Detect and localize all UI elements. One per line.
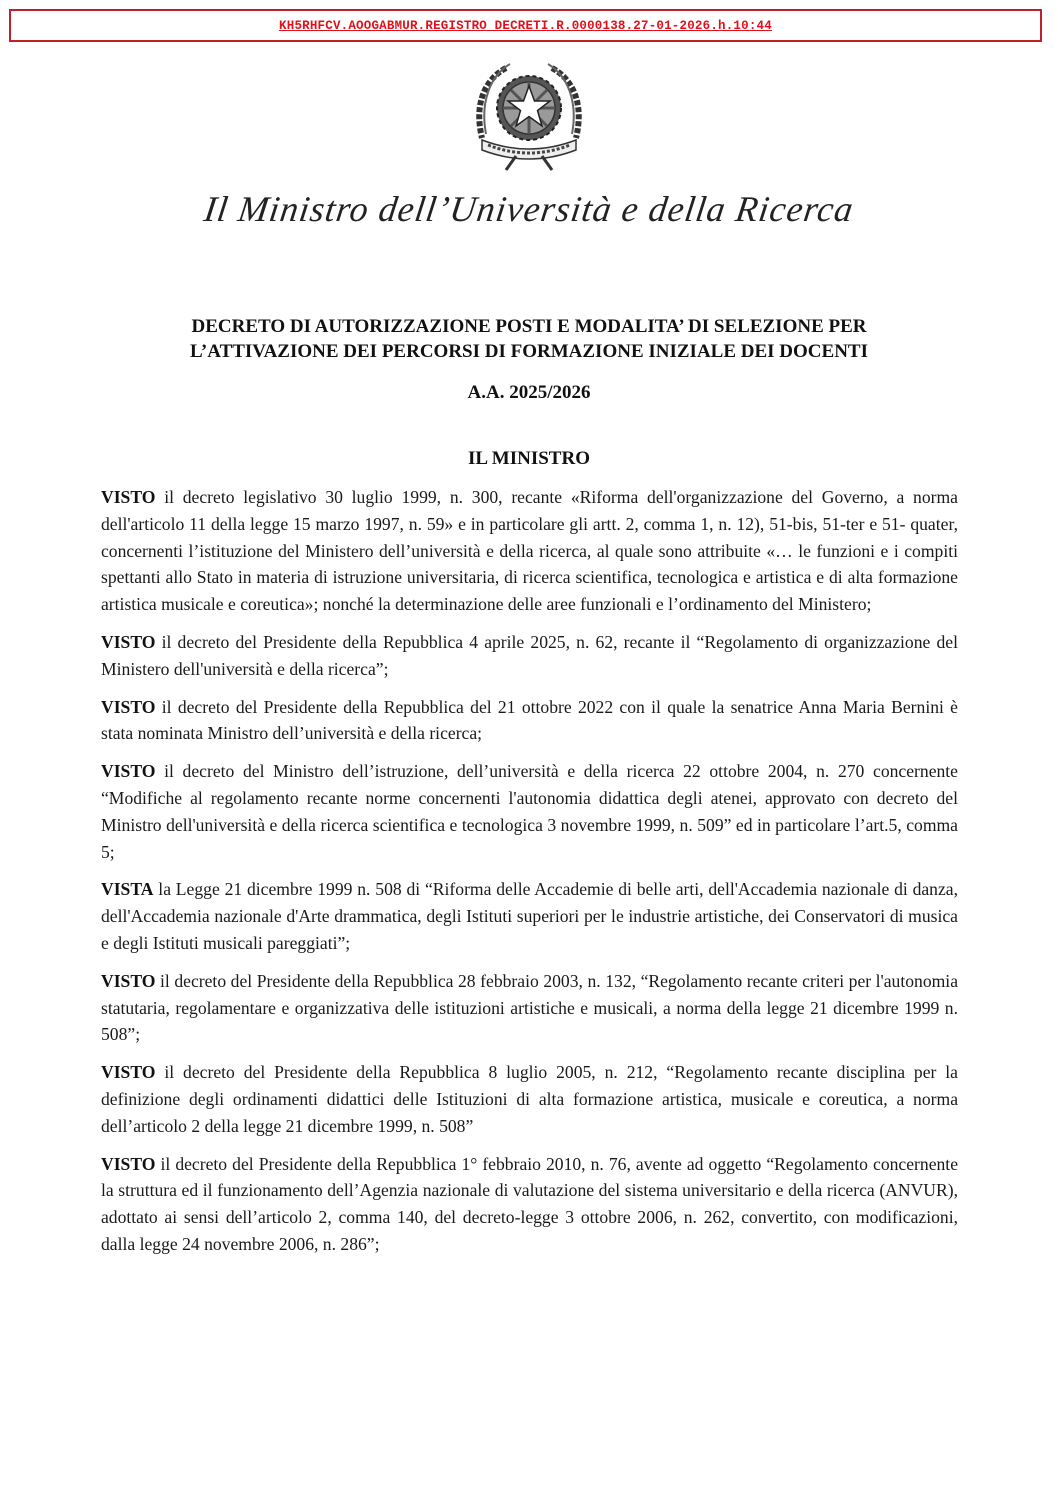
recital-lead: VISTO [101,970,156,991]
recital-text: la Legge 21 dicembre 1999 n. 508 di “Riforma delle Accademie di belle arti, dell'Accademia nazionale di danza, dell'Accademia nazionale d'Arte drammatica, degli Istituti superiori per le industrie artistiche, dei Conservatori di musica e degli Istituti musicali pareggiati”; [101,879,958,953]
decree-body [101,484,958,1269]
academic-year: A.A. 2025/2026 [467,382,591,403]
recital-paragraph [101,484,958,618]
recital-paragraph [101,876,958,956]
decree-title-line-1: DECRETO DI AUTORIZZAZIONE POSTI E MODALITA’ DI SELEZIONE PER [191,316,867,337]
recital-lead: VISTA [101,879,154,900]
protocol-stamp [9,9,1042,42]
italian-republic-emblem-icon [466,60,592,172]
recital-lead: VISTO [101,761,156,782]
protocol-number: KH5RHFCV.AOOGABMUR.REGISTRO DECRETI.R.0000138.27-01-2026.h.10:44 [279,18,772,33]
recital-text: il decreto del Presidente della Repubblica del 21 ottobre 2022 con il quale la senatrice Anna Maria Bernini è stata nominata Ministro dell’università e della ricerca; [101,696,958,744]
recital-text: il decreto legislativo 30 luglio 1999, n. 300, recante «Riforma dell'organizzazione del Governo, a norma dell'articolo 11 della legge 15 marzo 1997, n. 59» e in particolare gli artt. 2, comma 1, n. 12), 51-bis, 51-ter e 51- quater, concernenti l’istituzione del Ministero dell’università e della ricerca, al quale sono attribuite «… le funzioni e i compiti spettanti allo Stato in materia di istruzione universitaria, di ricerca scientifica, tecnologica e artistica e di alta formazione artistica musicale e coreutica»; nonché la determinazione delle aree funzionali e l’ordinamento del Ministero; [101,487,958,615]
decree-title [0,314,1058,364]
decree-title-line-2: L’ATTIVAZIONE DEI PERCORSI DI FORMAZIONE INIZIALE DEI DOCENTI [190,341,868,362]
recital-text: il decreto del Ministro dell’istruzione, dell’università e della ricerca 22 ottobre 2004, n. 270 concernente “Modifiche al regolamento recante norme concernenti l'autonomia didattica degli atenei, approvato con decreto del Ministro dell'università e della ricerca scientifica e tecnologica 3 novembre 1999, n. 509” ed in particolare l’art.5, comma 5; [101,761,958,862]
recital-paragraph [101,758,958,865]
recital-paragraph [101,968,958,1048]
recital-text: il decreto del Presidente della Repubblica 4 aprile 2025, n. 62, recante il “Regolamento di organizzazione del Ministero dell'università e della ricerca”; [101,631,958,679]
recital-lead: VISTO [101,696,156,717]
recital-text: il decreto del Presidente della Repubblica 28 febbraio 2003, n. 132, “Regolamento recante criteri per l'autonomia statutaria, regolamentare e organizzativa delle istituzioni artistiche e musicali, a norma della legge 21 dicembre 1999 n. 508”; [101,970,958,1045]
recital-text: il decreto del Presidente della Repubblica 1° febbraio 2010, n. 76, avente ad oggetto “Regolamento concernente la struttura ed il funzionamento dell’Agenzia nazionale di valutazione del sistema universitario e della ricerca (ANVUR), adottato ai sensi dell’articolo 2, comma 140, del decreto-legge 3 ottobre 2006, n. 262, convertito, con modificazioni, dalla legge 24 novembre 2006, n. 286”; [101,1153,958,1254]
recital-lead: VISTO [101,487,156,507]
recital-paragraph [101,629,958,683]
recital-lead: VISTO [101,1062,156,1083]
recital-text: il decreto del Presidente della Repubblica 8 luglio 2005, n. 212, “Regolamento recante disciplina per la definizione degli ordinamenti didattici delle Istituzioni di alta formazione artistica, musicale e coreutica, a norma dell’articolo 2 della legge 21 dicembre 1999, n. 508” [101,1062,958,1136]
recital-paragraph [101,1059,958,1139]
recital-lead: VISTO [101,1153,156,1174]
recital-lead: VISTO [101,631,156,652]
recital-paragraph [101,1151,958,1258]
issuer-heading: IL MINISTRO [468,448,590,469]
ministry-title: Il Ministro dell’Università e della Ricerca [201,189,857,229]
recital-paragraph [101,694,958,748]
